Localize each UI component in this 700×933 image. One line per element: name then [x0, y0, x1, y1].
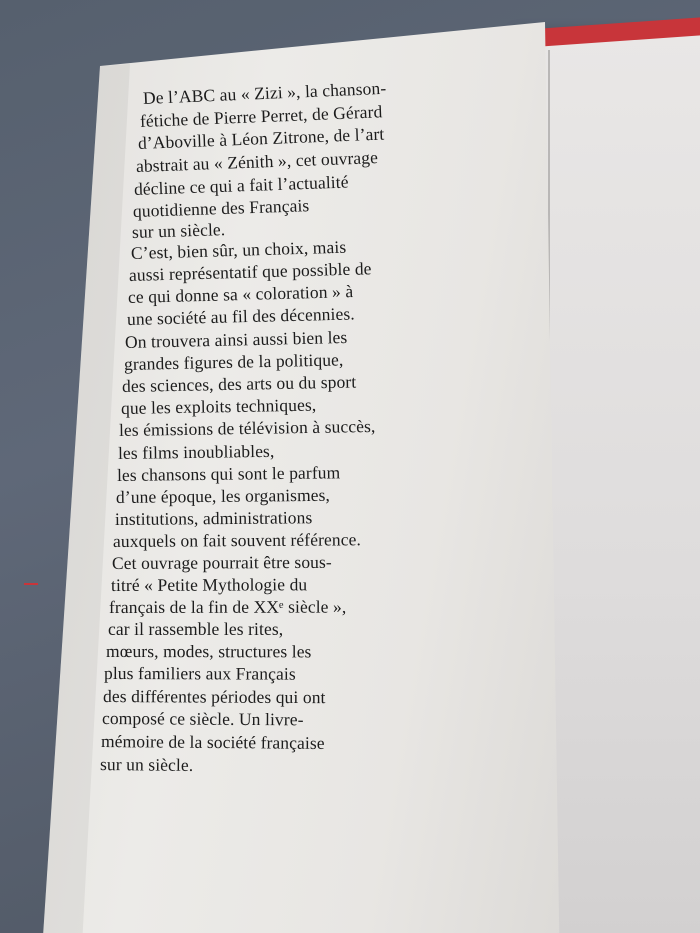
blurb-line: ce qui donne sa « coloration » à [127, 281, 354, 307]
blurb-line: De l’ABC au « Zizi », la chanson- [142, 77, 387, 108]
blurb-line: quotidienne des Français [132, 195, 310, 221]
blurb-line: les émissions de télévision à succès, [118, 415, 376, 440]
blurb-line: auxquels on fait souvent référence. [112, 529, 361, 551]
blurb-line: Cet ouvrage pourrait être sous- [111, 551, 332, 573]
blurb-line: des différentes périodes qui ont [102, 686, 326, 708]
blurb-line: abstrait au « Zénith », cet ouvrage [135, 147, 379, 176]
blurb-line: décline ce qui a fait l’actualité [133, 171, 349, 199]
blurb-line: d’Aboville à Léon Zitrone, de l’art [137, 123, 385, 153]
blurb-line: institutions, administrations [114, 507, 313, 529]
blurb-line: que les exploits techniques, [120, 394, 317, 418]
blurb-line: mœurs, modes, structures les [105, 641, 312, 662]
blurb-line: grandes figures de la politique, [123, 349, 344, 374]
blurb-line: les films inoubliables, [117, 440, 275, 463]
blurb-line: aussi représentatif que possible de [128, 258, 372, 285]
blurb-line: une société au fil des décennies. [126, 303, 355, 329]
blurb-line: sur un siècle. [99, 754, 194, 775]
blurb-line: On trouvera ainsi aussi bien les [124, 326, 348, 352]
blurb-line: C’est, bien sûr, un choix, mais [130, 236, 347, 263]
blurb-line: car il rassemble les rites, [108, 619, 284, 639]
blurb-line: plus familiers aux Français [103, 663, 296, 684]
blurb-line: d’une époque, les organismes, [115, 484, 331, 507]
blurb-line: titré « Petite Mythologie du [110, 574, 308, 595]
blurb-line: fétiche de Pierre Perret, de Gérard [139, 101, 383, 131]
blurb-line: les chansons qui sont le parfum [116, 462, 341, 485]
blurb-line: des sciences, des arts ou du sport [121, 371, 357, 396]
blurb-line: composé ce siècle. Un livre- [101, 708, 304, 730]
blurb-line: sur un siècle. [131, 219, 226, 242]
blurb-line: français de la fin de XXᵉ siècle », [108, 596, 347, 617]
blurb-line: mémoire de la société française [100, 731, 325, 753]
